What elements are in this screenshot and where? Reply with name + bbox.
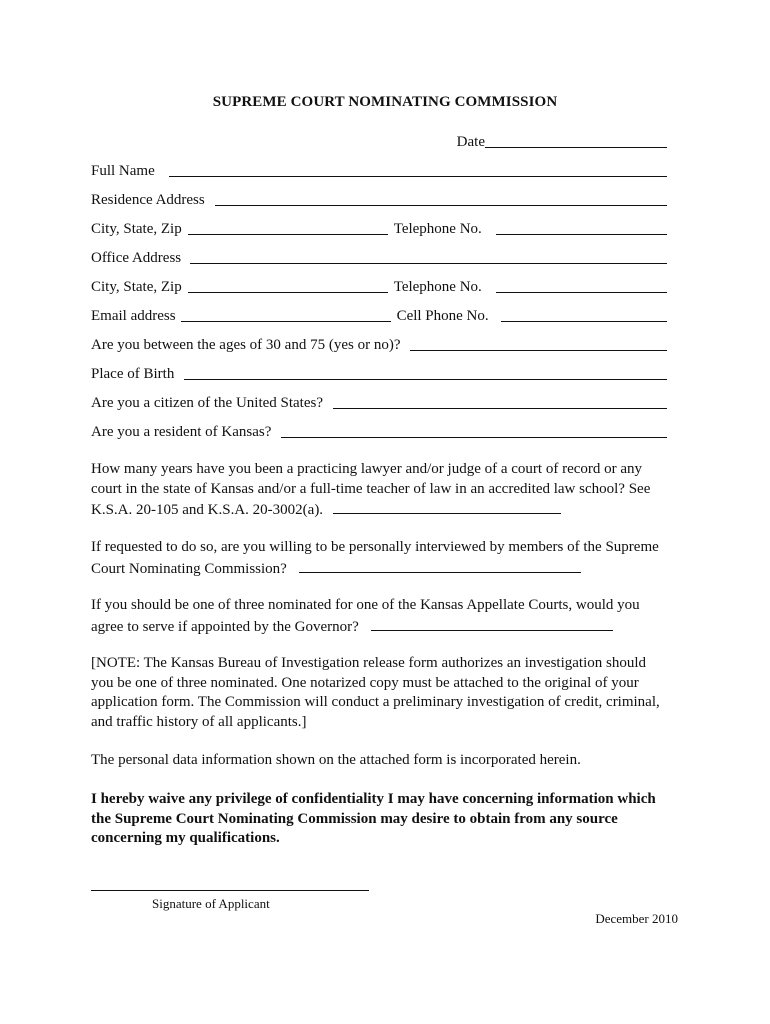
residence-city-state-zip-field[interactable] [188, 220, 388, 235]
office-city-state-zip-field[interactable] [188, 278, 388, 293]
years-practicing-field[interactable] [333, 499, 561, 514]
place-of-birth-row [91, 364, 667, 384]
residence-address-field[interactable] [215, 191, 667, 206]
interview-field[interactable] [299, 558, 581, 573]
resident-field[interactable] [281, 423, 667, 438]
place-of-birth-field[interactable] [184, 365, 667, 380]
office-telephone-field[interactable] [496, 278, 667, 293]
city-state-zip-label: City, State, Zip [91, 279, 182, 295]
email-label: Email address [91, 308, 176, 324]
date-field[interactable] [485, 133, 667, 148]
interview-question [91, 538, 671, 579]
date-row [91, 132, 667, 152]
ages-row [91, 335, 667, 355]
form-title: SUPREME COURT NOMINATING COMMISSION [212, 94, 558, 110]
citizen-row [91, 393, 667, 413]
serve-field[interactable] [371, 616, 613, 631]
serve-question [91, 596, 671, 637]
cell-phone-label: Cell Phone No. [396, 308, 489, 324]
residence-city-row [91, 219, 667, 239]
kbi-note: [NOTE: The Kansas Bureau of Investigation release form authorizes an investigation should you be one of three nominated. One notarized copy must be attached to the original of your application form. The Commission will conduct a preliminary investigation of credit, criminal, and traffic history of all applicants.] [91, 655, 660, 730]
interview-text: If requested to do so, are you willing to be personally interviewed by members of the Supreme Court Nominating Commission? [91, 539, 659, 577]
telephone-label: Telephone No. [393, 221, 482, 237]
resident-row [91, 422, 667, 442]
full-name-row [91, 161, 667, 181]
full-name-field[interactable] [169, 162, 667, 177]
citizen-question: Are you a citizen of the United States? [91, 395, 324, 411]
years-practicing-question [91, 460, 671, 521]
cell-phone-field[interactable] [501, 307, 667, 322]
ages-field[interactable] [410, 336, 667, 351]
ages-question: Are you between the ages of 30 and 75 (yes or no)? [91, 337, 401, 353]
place-of-birth-label: Place of Birth [91, 366, 175, 382]
city-state-zip-label: City, State, Zip [91, 221, 182, 237]
office-address-field[interactable] [190, 249, 667, 264]
signature-label: Signature of Applicant [152, 896, 270, 911]
years-practicing-text: How many years have you been a practicing lawyer and/or judge of a court of record or any court in the state of Kansas and/or a full-time teacher of law in an accredited law school? See K.S.A. 20-105 and K.S.A. 20-3002(a). [91, 461, 651, 518]
signature-field[interactable] [91, 890, 369, 891]
full-name-label: Full Name [91, 163, 155, 179]
office-address-row [91, 248, 667, 268]
serve-text: If you should be one of three nominated for one of the Kansas Appellate Courts, would you agree to serve if appointed by the Governor? [91, 597, 640, 635]
personal-data-statement: The personal data information shown on the attached form is incorporated herein. [91, 752, 581, 768]
email-field[interactable] [181, 307, 391, 322]
email-row [91, 306, 667, 326]
residence-address-label: Residence Address [91, 192, 205, 208]
telephone-label: Telephone No. [393, 279, 482, 295]
date-label: Date [456, 134, 485, 150]
residence-address-row [91, 190, 667, 210]
confidentiality-waiver: I hereby waive any privilege of confidentiality I may have concerning information which the Supreme Court Nominating Commission may desire to obtain from any source concerning my qualifications. [91, 791, 656, 846]
office-address-label: Office Address [91, 250, 182, 266]
citizen-field[interactable] [333, 394, 667, 409]
residence-telephone-field[interactable] [496, 220, 667, 235]
revision-date: December 2010 [595, 911, 678, 926]
office-city-row [91, 277, 667, 297]
resident-question: Are you a resident of Kansas? [91, 424, 272, 440]
